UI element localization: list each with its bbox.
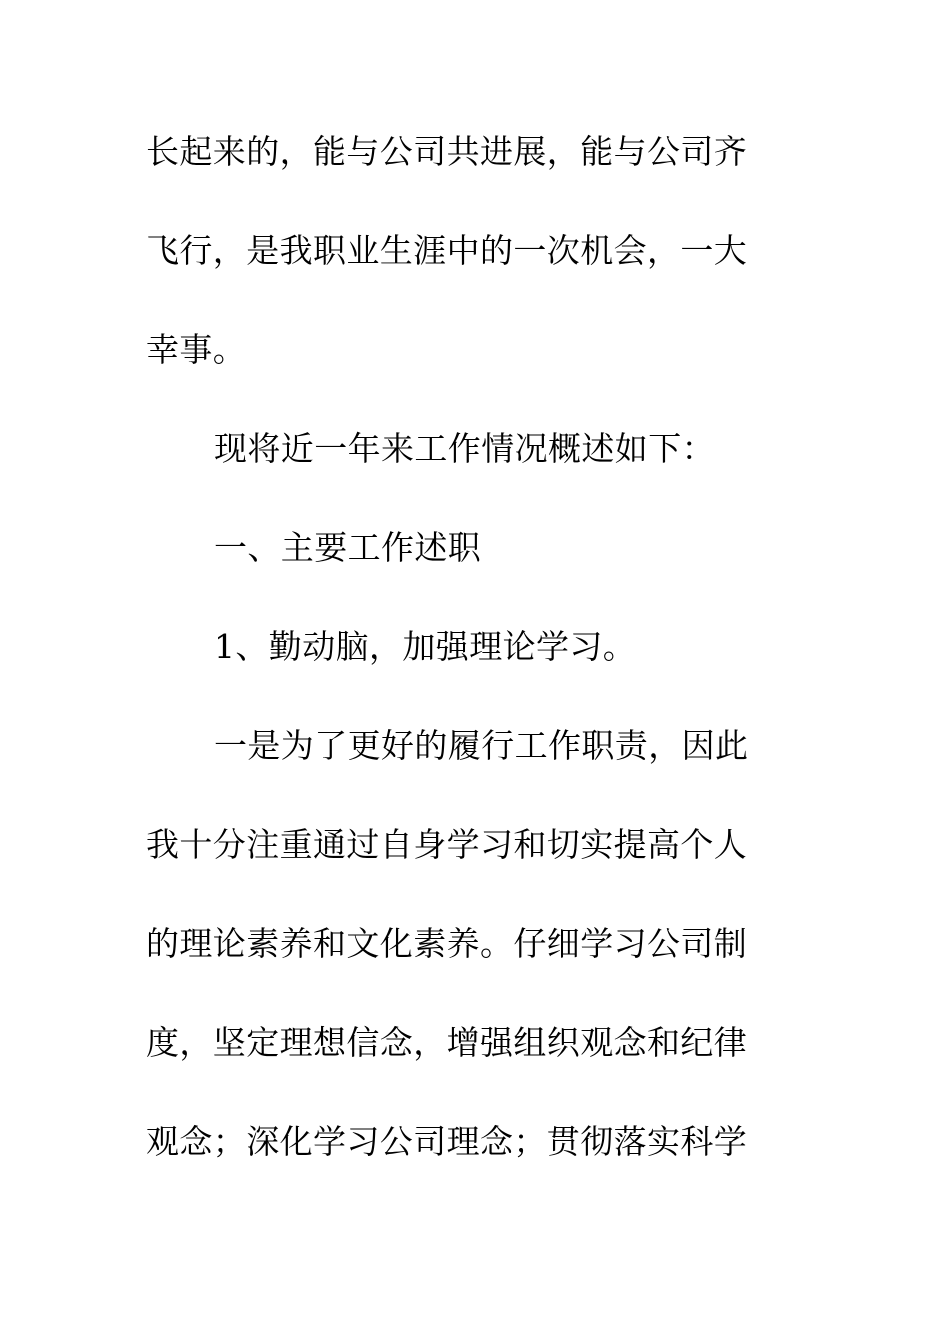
body-text: [146, 127, 786, 1216]
section-heading: 一、主要工作述职: [214, 528, 482, 567]
text-line-9: 的理论素养和文化素养。仔细学习公司制: [146, 924, 748, 963]
subsection-heading: 1、勤动脑，加强理论学习。: [214, 627, 637, 666]
text-line-3: 幸事。: [146, 330, 247, 369]
text-line-8: 我十分注重通过自身学习和切实提高个人: [146, 825, 748, 864]
text-line-7: 一是为了更好的履行工作职责，因此: [214, 726, 749, 765]
text-line-10: 度，坚定理想信念，增强组织观念和纪律: [146, 1023, 748, 1062]
text-line-11: 观念；深化学习公司理念；贯彻落实科学: [146, 1122, 748, 1161]
text-line-2: 飞行，是我职业生涯中的一次机会，一大: [146, 231, 748, 270]
text-line-1: 长起来的，能与公司共进展，能与公司齐: [146, 132, 748, 171]
text-line-4: 现将近一年来工作情况概述如下：: [214, 429, 715, 468]
